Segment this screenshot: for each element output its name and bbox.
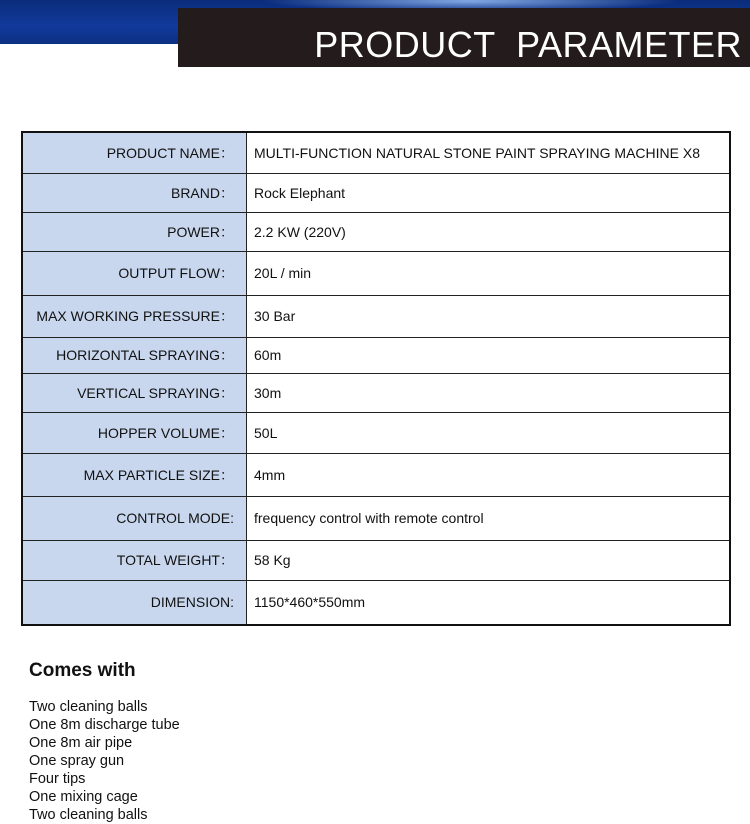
param-value: 30m — [247, 373, 731, 412]
param-label: TOTAL WEIGHT： — [22, 540, 247, 580]
table-row — [22, 373, 730, 412]
param-label: DIMENSION: — [22, 580, 247, 625]
list-item: Two cleaning balls — [29, 807, 148, 823]
param-value: 20L / min — [247, 251, 731, 295]
param-label: CONTROL MODE: — [22, 496, 247, 540]
param-value: 2.2 KW (220V) — [247, 212, 731, 251]
list-item: One spray gun — [29, 753, 125, 769]
product-parameter-table — [21, 131, 731, 626]
list-item: Two cleaning balls — [29, 699, 148, 715]
table-row — [22, 412, 730, 453]
table-row — [22, 453, 730, 496]
list-item: One 8m air pipe — [29, 735, 133, 751]
param-label: PRODUCT NAME： — [22, 132, 247, 173]
table-row — [22, 173, 730, 212]
param-value: 58 Kg — [247, 540, 731, 580]
param-value: MULTI-FUNCTION NATURAL STONE PAINT SPRAYING MACHINE X8 — [247, 132, 731, 173]
table-row — [22, 295, 730, 337]
header-title-bar — [178, 8, 750, 67]
list-item: Four tips — [29, 771, 86, 787]
param-label: BRAND： — [22, 173, 247, 212]
param-label: OUTPUT FLOW： — [22, 251, 247, 295]
param-label: MAX PARTICLE SIZE： — [22, 453, 247, 496]
list-item: One 8m discharge tube — [29, 717, 180, 733]
page-title: PRODUCT PARAMETER — [314, 24, 742, 65]
param-value: 1150*460*550mm — [247, 580, 731, 625]
param-label: HOPPER VOLUME： — [22, 412, 247, 453]
param-value: 30 Bar — [247, 295, 731, 337]
table-row — [22, 251, 730, 295]
table-row — [22, 132, 730, 173]
table-row — [22, 337, 730, 373]
param-value: Rock Elephant — [247, 173, 731, 212]
param-label: VERTICAL SPRAYING： — [22, 373, 247, 412]
param-value: 4mm — [247, 453, 731, 496]
comes-with-heading: Comes with — [29, 660, 136, 681]
param-value: 60m — [247, 337, 731, 373]
table-row — [22, 496, 730, 540]
param-label: MAX WORKING PRESSURE： — [22, 295, 247, 337]
table-row — [22, 580, 730, 625]
table-row — [22, 540, 730, 580]
param-label: POWER： — [22, 212, 247, 251]
table-row — [22, 212, 730, 251]
comes-with-list — [29, 698, 180, 824]
param-value: 50L — [247, 412, 731, 453]
param-value: frequency control with remote control — [247, 496, 731, 540]
param-label: HORIZONTAL SPRAYING： — [22, 337, 247, 373]
list-item: One mixing cage — [29, 789, 138, 805]
